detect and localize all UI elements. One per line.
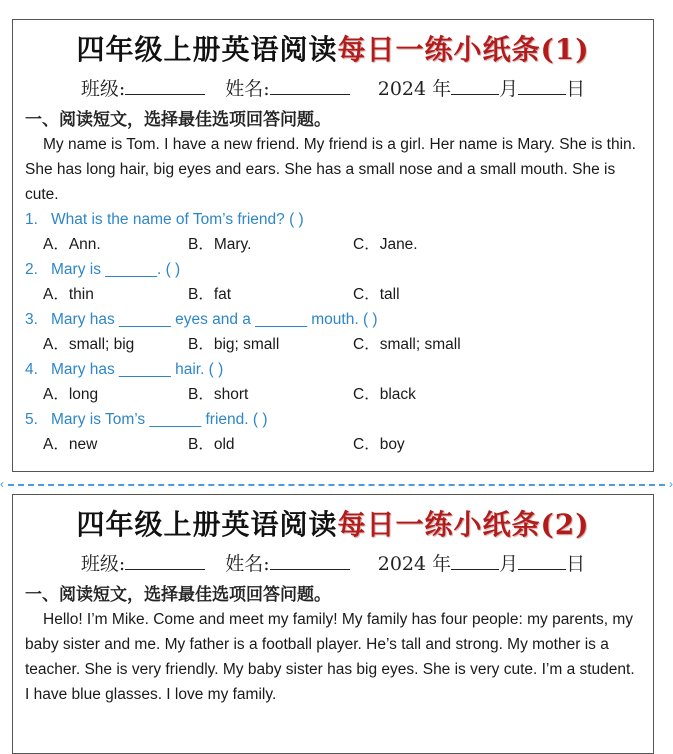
name-label: 姓名: (225, 78, 270, 100)
section-heading: 一、阅读短文，选择最佳选项回答问题。 (25, 110, 331, 130)
month-blank (451, 551, 499, 570)
year-label: 2024 年 (377, 553, 452, 575)
question-1-options (43, 232, 653, 257)
question-5: 5. Mary is Tom’s ______ friend. ( ) (25, 411, 268, 428)
worksheet-card-2 (12, 494, 654, 754)
section-heading: 一、阅读短文，选择最佳选项回答问题。 (25, 585, 331, 605)
option-a: A．Ann. (43, 236, 101, 253)
year-label: 2024 年 (377, 78, 452, 100)
reading-passage (25, 132, 643, 207)
option-a: A．small; big (43, 336, 135, 353)
worksheet-title (13, 32, 653, 68)
name-label: 姓名: (225, 553, 270, 575)
option-b: B．Mary. (188, 236, 252, 253)
option-a: A．thin (43, 286, 94, 303)
reading-passage (25, 607, 643, 707)
day-blank (518, 551, 566, 570)
option-a: A．new (43, 436, 98, 453)
option-b: B．big; small (188, 336, 280, 353)
day-label: 日 (566, 553, 586, 575)
question-3-options (43, 332, 653, 357)
class-label: 班级: (80, 78, 126, 100)
worksheet-card-1 (12, 19, 654, 472)
class-blank (125, 551, 205, 570)
question-2: 2. Mary is ______. ( ) (25, 261, 181, 278)
question-3: 3. Mary has ______ eyes and a ______ mouth. ( ) (25, 311, 378, 328)
question-2-options (43, 282, 653, 307)
option-b: B．fat (188, 286, 232, 303)
worksheet-title (13, 507, 653, 543)
day-label: 日 (566, 78, 586, 100)
option-c: C．small; small (353, 336, 461, 353)
class-label: 班级: (80, 553, 126, 575)
student-info-line (13, 551, 653, 577)
dashed-cut-line (8, 484, 665, 486)
name-blank (270, 551, 350, 570)
option-c: C．tall (353, 286, 400, 303)
cut-line-divider (0, 477, 673, 491)
option-c: C．boy (353, 436, 405, 453)
month-label: 月 (499, 553, 519, 575)
option-b: B．old (188, 436, 235, 453)
passage-text: Hello! I’m Mike. Come and meet my family! My family has four people: my parents, my baby sister and me. My father is a football player. He’s tall and strong. My mother is a teacher. She is very friendly. My baby sister has big eyes. She is very cute. I’m a student. I have blue glasses. I love my family. (25, 611, 635, 703)
student-info-line (13, 76, 653, 102)
option-b: B．short (188, 386, 249, 403)
question-5-options (43, 432, 653, 457)
title-main: 四年级上册英语阅读 (76, 508, 338, 541)
class-blank (125, 76, 205, 95)
month-label: 月 (499, 78, 519, 100)
name-blank (270, 76, 350, 95)
question-4-options (43, 382, 653, 407)
title-highlight: 每日一练小纸条(2) (337, 508, 590, 541)
option-c: C．black (353, 386, 416, 403)
title-highlight: 每日一练小纸条(1) (337, 33, 590, 66)
option-a: A．long (43, 386, 99, 403)
arrow-left-icon: ‹ (0, 477, 4, 491)
title-main: 四年级上册英语阅读 (76, 33, 338, 66)
option-c: C．Jane. (353, 236, 418, 253)
question-4: 4. Mary has ______ hair. ( ) (25, 361, 224, 378)
passage-text: My name is Tom. I have a new friend. My friend is a girl. Her name is Mary. She is thin. She has long hair, big eyes and ears. She has a small nose and a small mouth. She is cute. (25, 136, 636, 203)
arrow-right-icon: › (669, 477, 673, 491)
question-1: 1. What is the name of Tom’s friend? ( ) (25, 211, 304, 228)
day-blank (518, 76, 566, 95)
month-blank (451, 76, 499, 95)
